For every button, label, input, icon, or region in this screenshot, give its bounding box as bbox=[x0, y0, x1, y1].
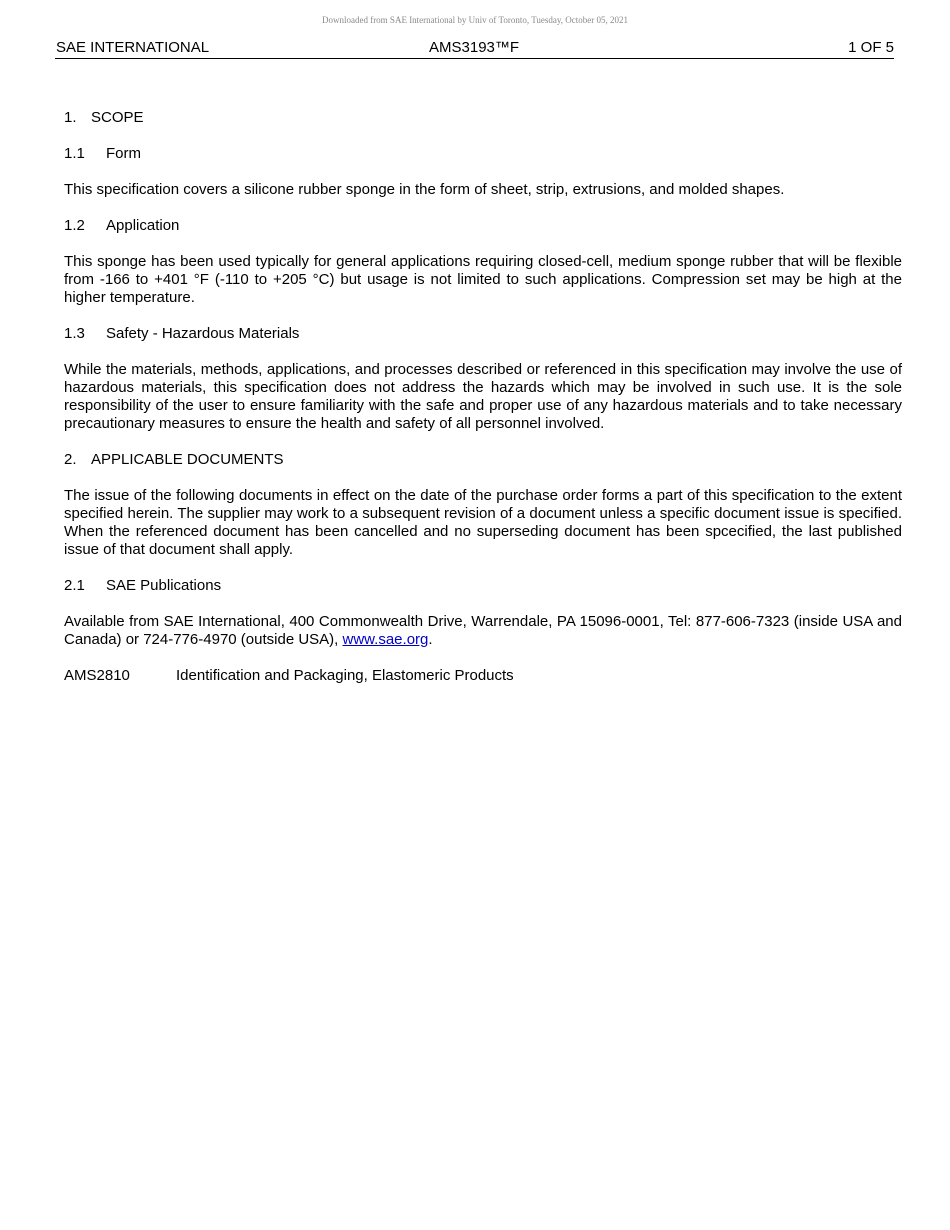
reference-title: Identification and Packaging, Elastomeric Products bbox=[176, 667, 514, 684]
paragraph-sae-publications bbox=[64, 613, 902, 649]
section-number: 1.1 bbox=[64, 145, 85, 162]
section-title: Application bbox=[106, 217, 180, 234]
paragraph-safety: While the materials, methods, applications, and processes described or referenced in this specification may involve the use of hazardous materials, this specification does not address the hazards which may be involved in such use. It is the sole responsibility of the user to ensure familiarity with the safe and proper use of any hazardous materials and to take necessary precautionary measures to ensure the health and safety of all personnel involved. bbox=[64, 361, 902, 432]
section-heading-form bbox=[64, 145, 902, 163]
download-watermark: Downloaded from SAE International by Univ of Toronto, Tuesday, October 05, 2021 bbox=[321, 15, 629, 25]
paragraph-applicable-documents: The issue of the following documents in effect on the date of the purchase order forms a part of this specification to the extent specified herein. The supplier may work to a subsequent revision of a document unless a specific document issue is specified. When the referenced document has been cancelled and no superseding document has been spcecified, the last published issue of that document shall apply. bbox=[64, 487, 902, 558]
sae-address-end: . bbox=[428, 631, 433, 648]
section-title: Safety - Hazardous Materials bbox=[106, 325, 300, 342]
section-heading-scope bbox=[64, 109, 902, 127]
section-number: 1. bbox=[64, 109, 77, 126]
section-number: 2.1 bbox=[64, 577, 85, 594]
section-heading-application bbox=[64, 217, 902, 235]
header-page-number: 1 OF 5 bbox=[848, 39, 894, 56]
section-number: 2. bbox=[64, 451, 77, 468]
section-title: Form bbox=[106, 145, 141, 162]
sae-website-link[interactable]: www.sae.org bbox=[342, 631, 429, 648]
document-body bbox=[64, 109, 902, 685]
sae-address-text: Available from SAE International, 400 Commonwealth Drive, Warrendale, PA 15096-0001, Tel: 877-606-7323 (inside USA and Canada) or 724-776-4970 (outside USA), bbox=[64, 613, 902, 648]
section-heading-sae-publications bbox=[64, 577, 902, 595]
reference-row bbox=[64, 667, 902, 685]
page-header bbox=[55, 38, 894, 59]
reference-code: AMS2810 bbox=[64, 667, 130, 684]
header-doc-id: AMS3193™F bbox=[429, 39, 520, 56]
paragraph-application: This sponge has been used typically for general applications requiring closed-cell, medium sponge rubber that will be flexible from -166 to +401 °F (-110 to +205 °C) but usage is not limited to such applications. Compression set may be high at the higher temperature. bbox=[64, 253, 902, 306]
paragraph-form: This specification covers a silicone rubber sponge in the form of sheet, strip, extrusions, and molded shapes. bbox=[64, 181, 785, 198]
section-title: SCOPE bbox=[91, 109, 144, 126]
header-org: SAE INTERNATIONAL bbox=[56, 39, 210, 56]
section-title: APPLICABLE DOCUMENTS bbox=[91, 451, 284, 468]
section-title: SAE Publications bbox=[106, 577, 222, 594]
section-heading-safety bbox=[64, 325, 902, 343]
section-heading-applicable-documents bbox=[64, 451, 902, 469]
section-number: 1.3 bbox=[64, 325, 85, 342]
section-number: 1.2 bbox=[64, 217, 85, 234]
